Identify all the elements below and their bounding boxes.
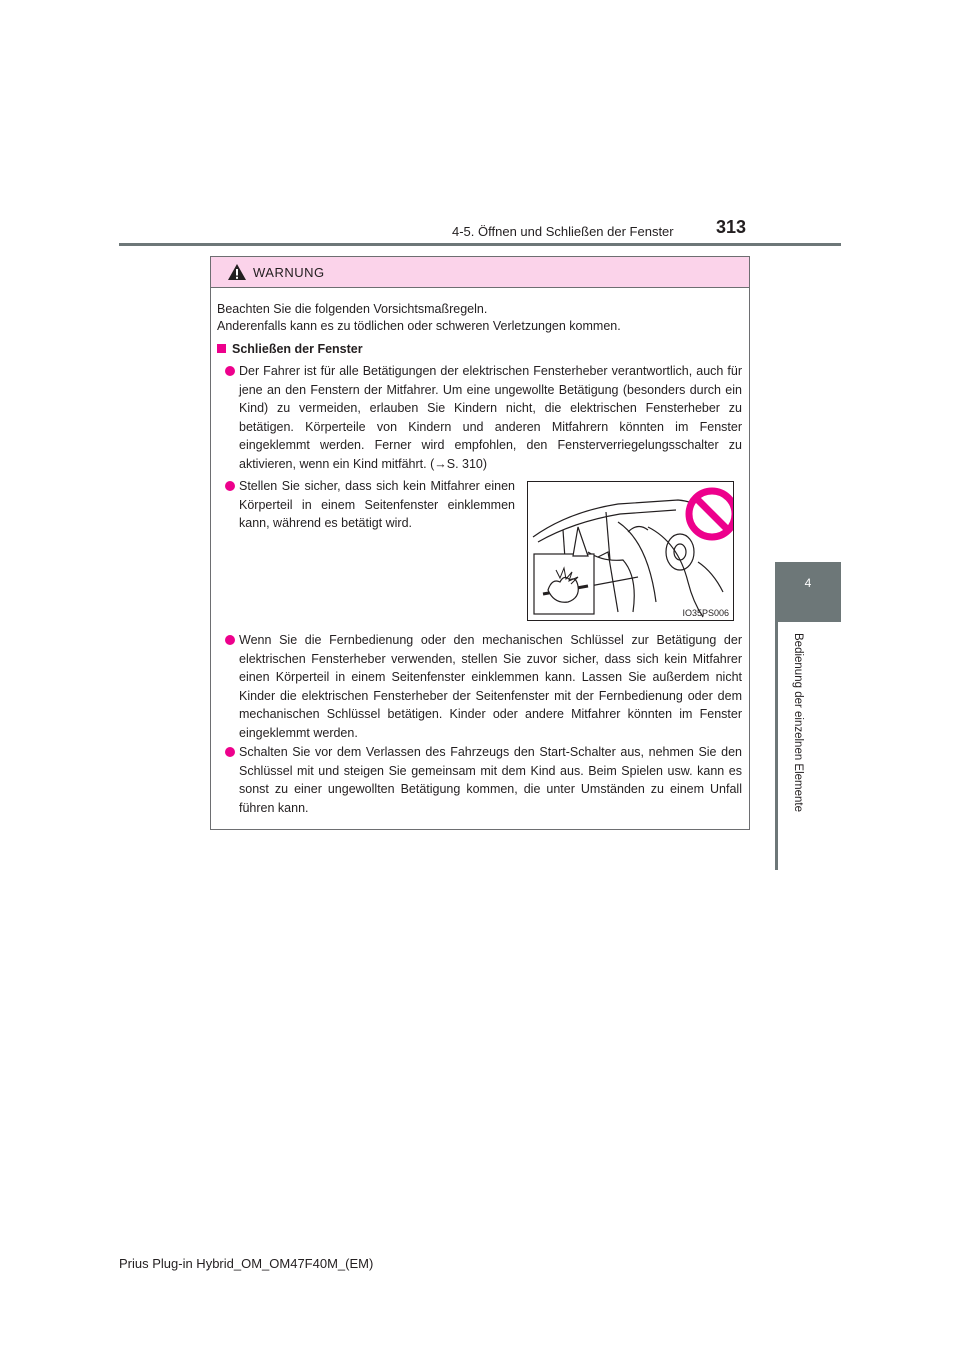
footer-model-text: Prius Plug-in Hybrid_OM_OM47F40M_(EM) xyxy=(119,1256,374,1271)
header-rule xyxy=(119,243,841,246)
intro-line-1: Beachten Sie die folgenden Vorsichtsmaßregeln. xyxy=(217,302,488,316)
circle-bullet-icon xyxy=(225,635,235,645)
warning-header xyxy=(211,257,749,288)
warning-triangle-icon xyxy=(227,263,247,281)
bullet-item-1 xyxy=(239,362,742,474)
chapter-tab-line xyxy=(775,622,841,870)
window-pinch-illustration xyxy=(527,481,734,621)
warning-box xyxy=(210,256,750,830)
bullet-item-2 xyxy=(239,477,515,533)
warning-label: WARNUNG xyxy=(253,265,325,280)
bullet-text-4: Schalten Sie vor dem Verlassen des Fahrzeugs den Start-Schalter aus, nehmen Sie den Schlüssel mit und steigen Sie gemeinsam mit dem Kind aus. Beim Spielen usw. kann es sonst zu einer ungewollten Betätigung kommen, die unter Umständen zu einem Unfall führen kann. xyxy=(239,745,742,815)
section-heading xyxy=(217,342,363,356)
bullet-item-4 xyxy=(239,743,742,817)
page-number: 313 xyxy=(716,217,747,237)
illustration-code: IO35PS006 xyxy=(682,608,729,618)
square-bullet-icon xyxy=(217,344,226,353)
chapter-number: 4 xyxy=(804,576,812,590)
warning-intro xyxy=(217,301,742,335)
bullet-text-2: Stellen Sie sicher, dass sich kein Mitfahrer einen Körperteil in einem Seitenfenster einklemmen kann, während es betätigt wird. xyxy=(239,479,515,531)
bullet-text-1: Der Fahrer ist für alle Betätigungen der elektrischen Fensterheber verantwortlich, auch für jene an den Fenstern der Mitfahrer. Um eine ungewollte Betätigung (besonders durch ein Kind) zu vermeiden, erlauben Sie Kindern nicht, die elektrischen Fensterheber zu betätigen. Körperteile von Kindern und anderen Mitfahrern könnten im Fenster eingeklemmt werden. Ferner wird empfohlen, den Fensterverriegelungsschalter zu aktivieren, wenn ein Kind mitfährt. (→S. 310) xyxy=(239,364,742,471)
section-heading-text: Schließen der Fenster xyxy=(232,342,363,356)
bullet-item-3 xyxy=(239,631,742,743)
section-header-title: 4-5. Öffnen und Schließen der Fenster xyxy=(452,224,674,239)
intro-line-2: Anderenfalls kann es zu tödlichen oder schweren Verletzungen kommen. xyxy=(217,319,621,333)
circle-bullet-icon xyxy=(225,366,235,376)
circle-bullet-icon xyxy=(225,481,235,491)
circle-bullet-icon xyxy=(225,747,235,757)
chapter-tab xyxy=(775,562,841,622)
bullet-text-3: Wenn Sie die Fernbedienung oder den mechanischen Schlüssel zur Betätigung der elektrischen Fensterheber verwenden, stellen Sie zuvor sicher, dass sich kein Mitfahrer einen Körperteil in einem Seitenfenster einklemmen kann. Lassen Sie außerdem nicht Kinder die elektrischen Fensterheber der Seitenfenster mit der Fernbedienung oder dem mechanischen Schlüssel betätigen. Kinder oder andere Mitfahrer könnten im Fenster eingeklemmt werden. xyxy=(239,633,742,740)
car-interior-drawing xyxy=(528,482,734,621)
chapter-title: Bedienung der einzelnen Elemente xyxy=(792,633,804,813)
